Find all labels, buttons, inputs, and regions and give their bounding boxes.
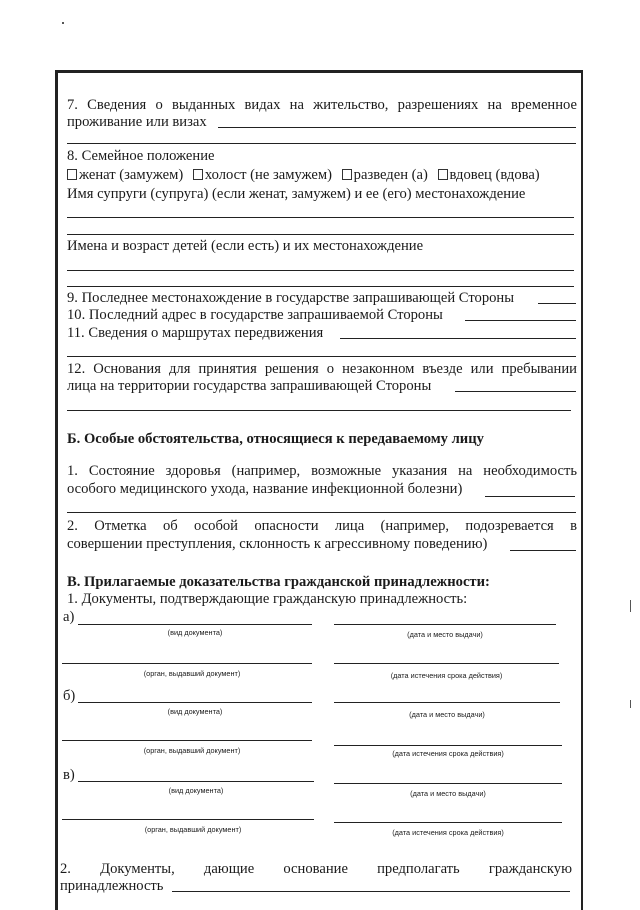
item7-fill-line[interactable] — [218, 127, 576, 128]
item7-line2: проживание или визах — [67, 114, 207, 130]
item11-fill-line[interactable] — [340, 338, 576, 339]
doc-a-expiry-caption: (дата истечения срока действия) — [390, 671, 503, 680]
doc-c-type-caption: (вид документа) — [168, 786, 224, 795]
scan-speck — [62, 22, 64, 24]
doc-c-marker: в) — [63, 767, 75, 783]
section-b-item2-line1: 2. Отметка об особой опасности лица (например, подозревается в — [67, 518, 577, 534]
doc-a-issuer-caption: (орган, выдавший документ) — [143, 669, 241, 678]
scan-mark — [630, 600, 631, 612]
doc-a-issue-caption: (дата и место выдачи) — [407, 630, 483, 639]
item8-title: 8. Семейное положение — [67, 148, 215, 164]
item9-fill-line[interactable] — [538, 303, 576, 304]
doc-c-expiry-line[interactable] — [334, 822, 562, 823]
section-b-title: Б. Особые обстоятельства, относящиеся к передаваемому лицу — [67, 431, 484, 447]
checkbox-married[interactable] — [67, 169, 77, 180]
doc-b-issue-line[interactable] — [334, 702, 560, 703]
spouse-prompt: Имя супруги (супруга) (если женат, замужем) и ее (его) местонахождение — [67, 186, 526, 202]
item10: 10. Последний адрес в государстве запрашиваемой Стороны — [67, 307, 443, 323]
doc-b-issue-caption: (дата и место выдачи) — [409, 710, 485, 719]
doc-c-type-line[interactable] — [78, 781, 314, 782]
checkbox-single[interactable] — [193, 169, 203, 180]
item2-docs-fill-line[interactable] — [172, 891, 570, 892]
item10-fill-line[interactable] — [465, 320, 576, 321]
section-c-item2-line2: принадлежность — [60, 878, 164, 894]
item9: 9. Последнее местонахождение в государстве запрашивающей Стороны — [67, 290, 515, 306]
health-fill-line-2[interactable] — [67, 512, 576, 513]
danger-fill-line[interactable] — [510, 550, 576, 551]
doc-b-expiry-line[interactable] — [334, 745, 562, 746]
spouse-fill-line-2[interactable] — [67, 234, 574, 235]
health-fill-line[interactable] — [485, 496, 575, 497]
item12-fill-line[interactable] — [455, 391, 576, 392]
doc-b-type-line[interactable] — [78, 702, 312, 703]
option-single: холост (не замужем) — [204, 167, 333, 183]
doc-a-type-line[interactable] — [78, 624, 312, 625]
doc-c-issue-line[interactable] — [334, 783, 562, 784]
section-b-item2-line2: совершении преступления, склонность к агрессивному поведению) — [67, 536, 488, 552]
option-married: женат (замужем) — [79, 167, 184, 183]
checkbox-divorced[interactable] — [342, 169, 352, 180]
children-prompt: Имена и возраст детей (если есть) и их местонахождение — [67, 238, 424, 254]
doc-b-expiry-caption: (дата истечения срока действия) — [392, 749, 504, 758]
doc-a-marker: а) — [63, 609, 75, 625]
scan-mark — [630, 700, 631, 708]
doc-c-issue-caption: (дата и место выдачи) — [410, 789, 486, 798]
doc-c-issuer-line[interactable] — [62, 819, 314, 820]
checkbox-widowed[interactable] — [438, 169, 448, 180]
doc-a-expiry-line[interactable] — [334, 663, 559, 664]
doc-b-issuer-caption: (орган, выдавший документ) — [143, 746, 241, 755]
option-widowed: вдовец (вдова) — [449, 167, 540, 183]
item11: 11. Сведения о маршрутах передвижения — [67, 325, 324, 341]
children-fill-line[interactable] — [67, 270, 574, 271]
section-b-item1-line1: 1. Состояние здоровья (например, возможные указания на необходимость — [67, 463, 577, 479]
doc-b-type-caption: (вид документа) — [167, 707, 223, 716]
section-b-item1-line2: особого медицинского ухода, название инфекционной болезни) — [67, 481, 463, 497]
marital-options — [67, 167, 540, 184]
children-fill-line-2[interactable] — [67, 286, 574, 287]
section-c-item2-line1: 2. Документы, дающие основание предполагать гражданскую — [60, 861, 572, 877]
item12-fill-line-2[interactable] — [67, 410, 571, 411]
doc-b-issuer-line[interactable] — [62, 740, 312, 741]
option-divorced: разведен (а) — [353, 167, 428, 183]
section-c-item1: 1. Документы, подтверждающие гражданскую принадлежность: — [67, 591, 468, 607]
item7-fill-line-2[interactable] — [67, 143, 576, 144]
doc-b-marker: б) — [63, 688, 76, 704]
item7-line1: 7. Сведения о выданных видах на жительство, разрешениях на временное — [67, 97, 577, 113]
doc-c-expiry-caption: (дата истечения срока действия) — [392, 828, 504, 837]
doc-a-issuer-line[interactable] — [62, 663, 312, 664]
item11-fill-line-2[interactable] — [67, 356, 576, 357]
item12-line2: лица на территории государства запрашивающей Стороны — [67, 378, 432, 394]
doc-a-issue-line[interactable] — [334, 624, 556, 625]
spouse-fill-line[interactable] — [67, 217, 574, 218]
item12-line1: 12. Основания для принятия решения о незаконном въезде или пребывании — [67, 361, 577, 377]
doc-c-issuer-caption: (орган, выдавший документ) — [144, 825, 242, 834]
section-c-title: В. Прилагаемые доказательства гражданской принадлежности: — [67, 574, 490, 590]
doc-a-type-caption: (вид документа) — [167, 628, 223, 637]
